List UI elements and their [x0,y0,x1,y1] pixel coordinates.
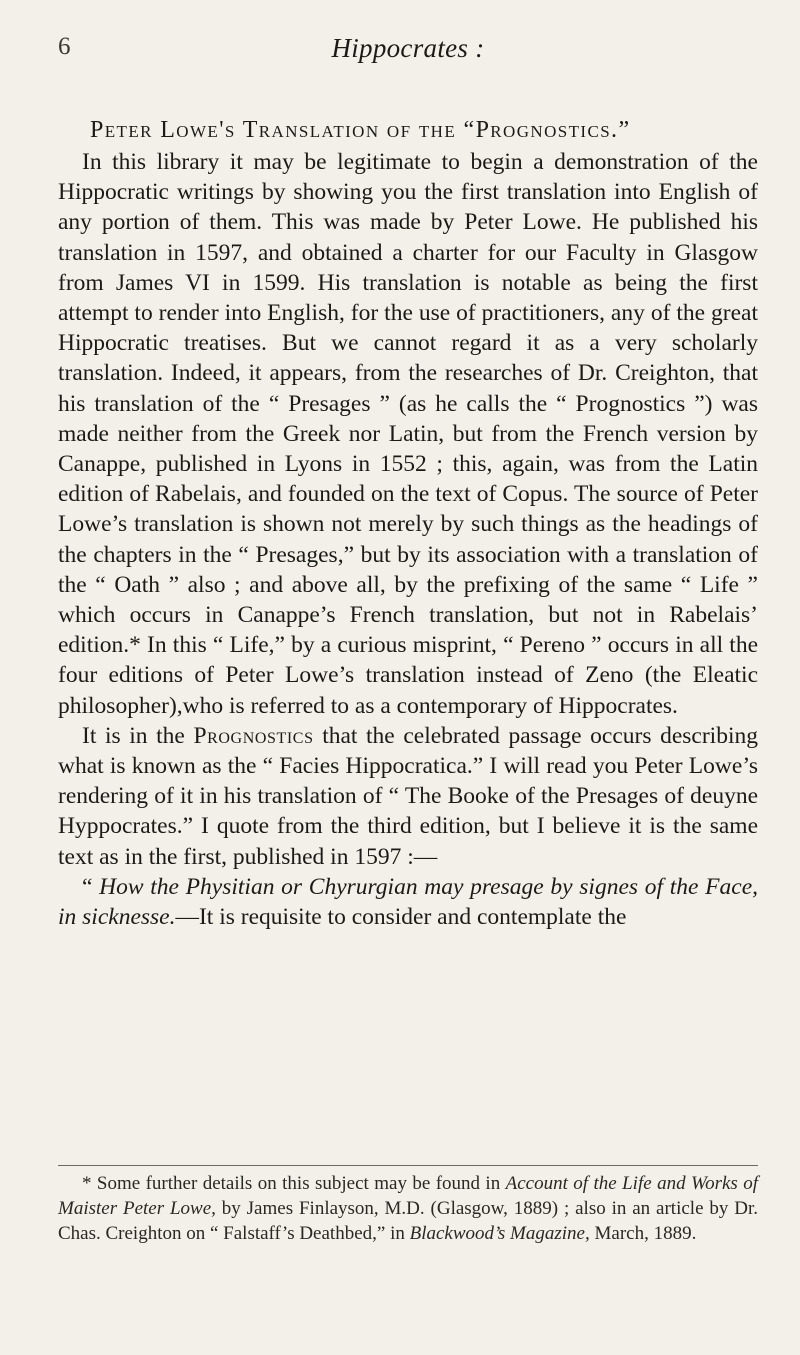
page-number: 6 [58,33,71,60]
section-heading: Peter Lowe's Translation of the “Prognostics.” [90,117,631,143]
quoted-heading-italic: How the Physitian or Chyrurgian may presage by signes of the Face, in sicknesse. [58,873,759,931]
paragraph-3 [58,872,758,932]
footnote-text-end: March, 1889. [594,1223,697,1244]
footnote-book-title: Account of the Life and Works of Maister Peter Lowe, [58,1173,758,1219]
quote-open: “ [82,873,93,900]
paragraph-2-start: It is in the [82,722,185,749]
body-text [58,147,758,932]
running-head [58,33,758,73]
running-title: Hippocrates : [331,33,485,63]
paragraph-2-rest: that the celebrated passage occurs describing what is known as the “ Facies Hippocratica.” I will read you Peter Lowe’s rendering of it in his translation of “ The Booke of the Presages of deuyne Hyppocrates.” I quote from the third edition, but I believe it is the same text as in the first, published in 1597 :— [58,722,758,870]
footnote-text-start: * Some further details on this subject may be found in [82,1173,501,1194]
prognostics-smallcaps: Prognostics [193,722,314,749]
footnote-text-middle: by James Finlayson, M.D. (Glasgow, 1889) ; also in an article by Dr. Chas. Creighton on “ Falstaff’s Deathbed,” in [58,1198,759,1244]
footnote [58,1171,758,1246]
paragraph-2 [58,721,758,872]
footnote-magazine-title: Blackwood’s Magazine, [409,1223,590,1244]
paragraph-3-rest: —It is requisite to consider and contemplate the [175,904,627,931]
footnotes [58,1171,758,1246]
footnote-divider [58,1165,758,1166]
paragraph-1: In this library it may be legitimate to begin a demonstration of the Hippocratic writings by showing you the first translation into English of any portion of them. This was made by Peter Lowe. He published his translation in 1597, and obtained a charter for our Faculty in Glasgow from James VI in 1599. His translation is notable as being the first attempt to render into English, for the use of practitioners, any of the great Hippocratic treatises. But we cannot regard it as a very scholarly translation. Indeed, it appears, from the researches of Dr. Creighton, that his translation of the “ Presages ” (as he calls the “ Prognostics ”) was made neither from the Greek nor Latin, but from the French version by Canappe, published in Lyons in 1552 ; this, again, was from the Latin edition of Rabelais, and founded on the text of Copus. The source of Peter Lowe’s translation is shown not merely by such things as the headings of the chapters in the “ Presages,” but by its association with a translation of the “ Oath ” also ; and above all, by the prefixing of the same “ Life ” which occurs in Canappe’s French translation, but not in Rabelais’ edition.* In this “ Life,” by a curious misprint, “ Pereno ” occurs in all the four editions of Peter Lowe’s translation instead of Zeno (the Eleatic philosopher),who is referred to as a contemporary of Hippocrates. [58,149,758,719]
